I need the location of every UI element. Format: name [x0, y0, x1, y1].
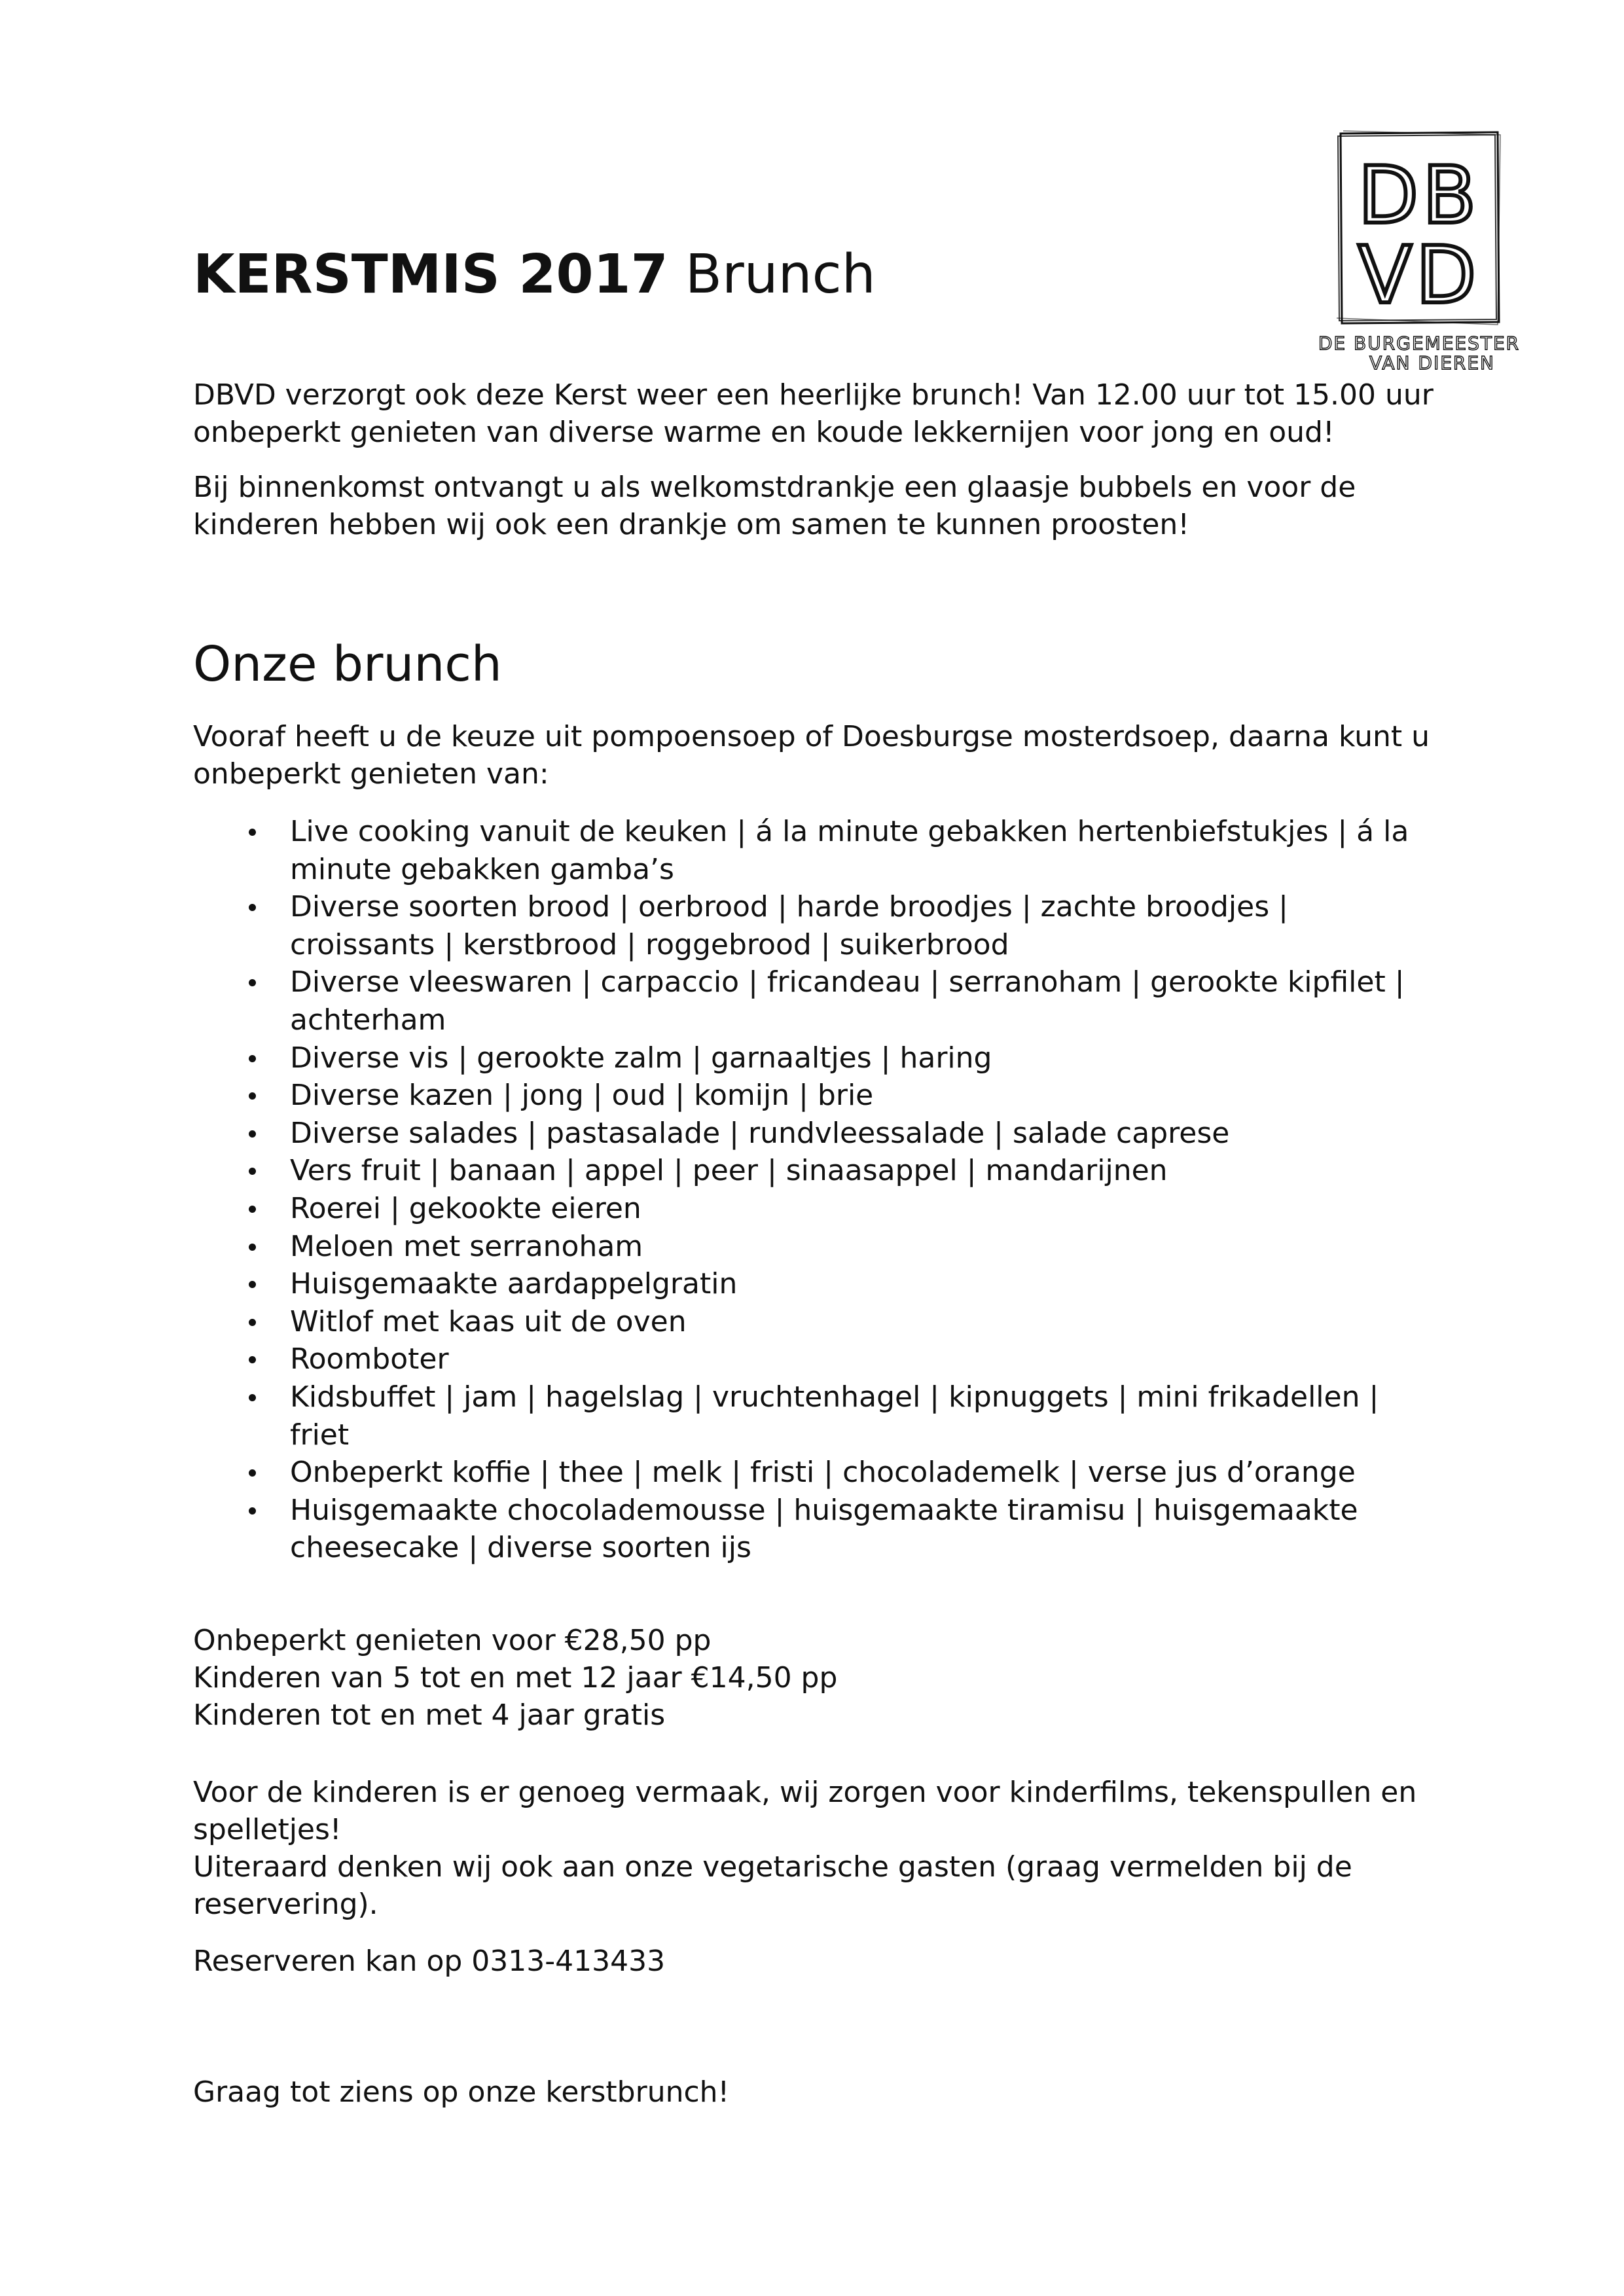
- list-item: Huisgemaakte chocolademousse | huisgemaakte tiramisu | huisgemaakte cheesecake | diverse soorten ijs: [193, 1492, 1409, 1567]
- price-block: [193, 1622, 837, 1734]
- logo-caption-line2: VAN DIEREN: [1369, 352, 1495, 374]
- list-item: Huisgemaakte aardappelgratin: [193, 1265, 1409, 1303]
- lead-line: onbeperkt genieten van:: [193, 757, 549, 791]
- intro-line: onbeperkt genieten van diverse warme en koude lekkernijen voor jong en oud!: [193, 416, 1335, 449]
- list-item: Meloen met serranoham: [193, 1228, 1409, 1266]
- extras-line: reservering).: [193, 1888, 378, 1921]
- intro-line: Bij binnenkomst ontvangt u als welkomstdrankje een glaasje bubbels en voor de: [193, 471, 1356, 504]
- dbvd-logo-graphic: [1318, 131, 1521, 374]
- reservation-line: Reserveren kan op 0313-413433: [193, 1945, 666, 1978]
- section-heading: Onze brunch: [193, 636, 502, 692]
- list-item: Diverse soorten brood | oerbrood | harde broodjes | zachte broodjes | croissants | kerstbrood | roggebrood | suikerbrood: [193, 888, 1409, 963]
- intro-paragraph-2: [193, 469, 1356, 543]
- list-item: Diverse vis | gerookte zalm | garnaaltjes | haring: [193, 1039, 1409, 1077]
- list-item: Roerei | gekookte eieren: [193, 1190, 1409, 1228]
- logo-letters-bottom: VD: [1358, 230, 1481, 321]
- list-item: Diverse vleeswaren | carpaccio | fricandeau | serranoham | gerookte kipfilet | achterham: [193, 963, 1409, 1039]
- extras-block: [193, 1774, 1416, 1923]
- section-lead: [193, 718, 1430, 793]
- extras-line: Uiteraard denken wij ook aan onze vegetarische gasten (graag vermelden bij de: [193, 1850, 1352, 1884]
- list-item: Kidsbuffet | jam | hagelslag | vruchtenhagel | kipnuggets | mini frikadellen | friet: [193, 1378, 1409, 1454]
- title-normal: Brunch: [685, 243, 876, 306]
- price-line: Kinderen tot en met 4 jaar gratis: [193, 1698, 666, 1732]
- intro-line: DBVD verzorgt ook deze Kerst weer een heerlijke brunch! Van 12.00 uur tot 15.00 uur: [193, 378, 1434, 412]
- dbvd-logo: [1318, 131, 1521, 374]
- intro-line: kinderen hebben wij ook een drankje om samen te kunnen proosten!: [193, 508, 1189, 541]
- intro-paragraph-1: [193, 376, 1434, 451]
- lead-line: Vooraf heeft u de keuze uit pompoensoep of Doesburgse mosterdsoep, daarna kunt u: [193, 720, 1430, 753]
- list-item: Onbeperkt koffie | thee | melk | fristi | chocolademelk | verse jus d’orange: [193, 1454, 1409, 1492]
- price-line: Onbeperkt genieten voor €28,50 pp: [193, 1624, 712, 1657]
- title-bold: KERSTMIS 2017: [193, 243, 668, 306]
- list-item: Witlof met kaas uit de oven: [193, 1303, 1409, 1341]
- page-title: [193, 243, 876, 306]
- menu-list: [193, 813, 1409, 1567]
- extras-line: spelletjes!: [193, 1813, 342, 1846]
- logo-caption-line1: DE BURGEMEESTER: [1318, 332, 1521, 354]
- list-item: Live cooking vanuit de keuken | á la minute gebakken hertenbiefstukjes | á la minute gebakken gamba’s: [193, 813, 1409, 888]
- price-line: Kinderen van 5 tot en met 12 jaar €14,50 pp: [193, 1661, 838, 1695]
- list-item: Diverse salades | pastasalade | rundvleessalade | salade caprese: [193, 1115, 1409, 1153]
- list-item: Diverse kazen | jong | oud | komijn | brie: [193, 1077, 1409, 1115]
- list-item: Roomboter: [193, 1340, 1409, 1378]
- list-item: Vers fruit | banaan | appel | peer | sinaasappel | mandarijnen: [193, 1152, 1409, 1190]
- extras-line: Voor de kinderen is er genoeg vermaak, wij zorgen voor kinderfilms, tekenspullen en: [193, 1776, 1417, 1809]
- closing-line: Graag tot ziens op onze kerstbrunch!: [193, 2075, 730, 2109]
- logo-letters-top: DB: [1358, 151, 1481, 242]
